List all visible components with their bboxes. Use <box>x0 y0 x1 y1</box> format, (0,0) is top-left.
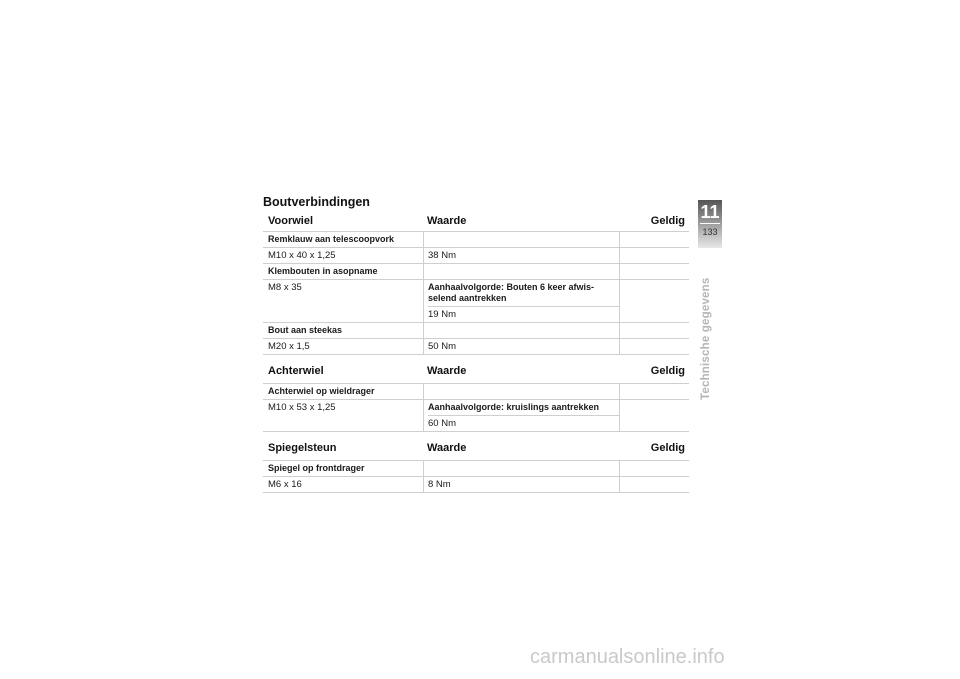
bolt-size: M10 x 40 x 1,25 <box>268 250 336 261</box>
torque-value: 8 Nm <box>423 477 619 492</box>
table-row <box>263 232 689 248</box>
bolt-size: M10 x 53 x 1,25 <box>268 402 336 413</box>
table-row <box>263 477 689 493</box>
table-row <box>263 400 689 432</box>
col-header-component: Voorwiel <box>268 214 314 227</box>
torque-value: 50 Nm <box>423 339 619 354</box>
watermark: carmanualsonline.info <box>530 646 725 668</box>
col-header-valid: Geldig <box>650 214 685 227</box>
col-header-value: Waarde <box>427 365 467 377</box>
group-label: Spiegel op frontdrager <box>268 463 365 473</box>
section-header-spiegelsteun <box>263 436 689 461</box>
group-label: Remklauw aan telescoopvork <box>268 234 395 244</box>
bolt-size: M6 x 16 <box>268 479 302 490</box>
group-label: Bout aan steekas <box>268 325 343 335</box>
chapter-title: Technische gegevens <box>700 277 712 400</box>
table-row <box>263 248 689 264</box>
table-row <box>263 264 689 280</box>
section-header-achterwiel <box>263 359 689 384</box>
page-title: Boutverbindingen <box>263 195 370 209</box>
table-row <box>263 339 689 355</box>
table-row <box>263 461 689 477</box>
page-number: 133 <box>702 227 718 237</box>
section-header-voorwiel <box>263 210 689 232</box>
bolt-size: M20 x 1,5 <box>268 341 310 352</box>
chapter-number: 11 <box>700 202 720 222</box>
table-row <box>263 384 689 400</box>
col-header-component: Spiegelsteun <box>268 442 337 454</box>
torque-value: 19 Nm <box>428 306 619 322</box>
bolt-size: M8 x 35 <box>268 282 302 293</box>
tightening-note: Aanhaalvolgorde: kruislings aantrekken <box>428 402 600 412</box>
group-label: Klembouten in asopname <box>268 266 378 276</box>
torque-table <box>263 210 689 493</box>
value-stack <box>423 280 619 322</box>
col-header-value: Waarde <box>427 214 467 227</box>
value-stack <box>423 400 619 431</box>
col-header-valid: Geldig <box>650 442 685 454</box>
torque-value: 38 Nm <box>423 248 619 263</box>
table-row <box>263 323 689 339</box>
col-header-value: Waarde <box>427 442 467 454</box>
col-header-valid: Geldig <box>650 365 685 377</box>
chapter-divider <box>700 223 720 224</box>
col-header-component: Achterwiel <box>268 365 324 377</box>
torque-value: 60 Nm <box>428 415 619 431</box>
tightening-note: Aanhaalvolgorde: Bouten 6 keer afwis-selend aantrekken <box>428 282 595 303</box>
group-label: Achterwiel op wieldrager <box>268 386 375 396</box>
table-row <box>263 280 689 323</box>
